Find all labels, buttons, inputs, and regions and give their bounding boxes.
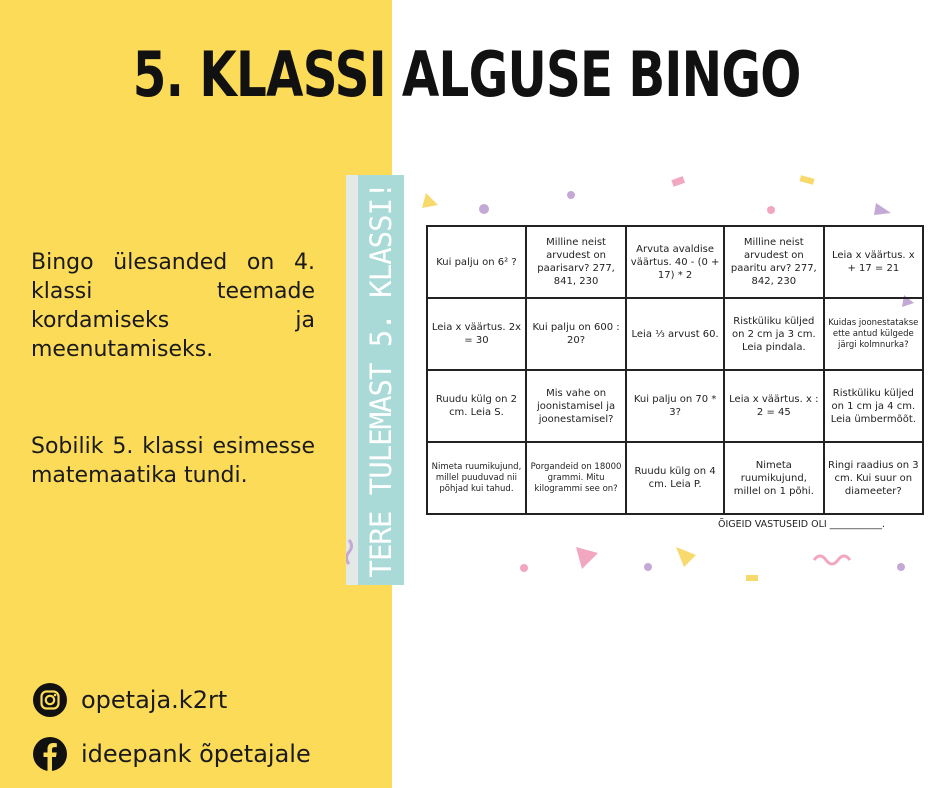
facebook-page-name: ideepank õpetajale (81, 740, 311, 768)
instagram-icon (33, 683, 67, 717)
description-paragraph-1: Bingo ülesanded on 4. klassi teemade kordamiseks ja meenutamiseks. (31, 250, 315, 362)
bingo-cell: Milline neist arvudest on paarisarv? 277, 841, 230 (526, 226, 626, 298)
bingo-row (427, 298, 923, 370)
bingo-cell: Ringi raadius on 3 cm. Kui suur on diameeter? (824, 442, 923, 514)
bingo-cell: Kui palju on 600 : 20? (526, 298, 626, 370)
bingo-cell: Leia x väärtus. x : 2 = 45 (724, 370, 824, 442)
bingo-cell: Kuidas joonestatakse ette antud külgede järgi kolmnurka? (824, 298, 923, 370)
bingo-cell: Leia ⅓ arvust 60. (626, 298, 724, 370)
yellow-background-panel (0, 0, 392, 788)
bingo-row (427, 442, 923, 514)
bingo-cell: Ruudu külg on 2 cm. Leia S. (427, 370, 526, 442)
correct-answers-line: ÕIGEID VASTUSEID OLI ___________. (718, 519, 885, 530)
bingo-worksheet-image (346, 175, 924, 585)
bingo-cell: Nimeta ruumikujund, millel puuduvad nii põhjad kui tahud. (427, 442, 526, 514)
bingo-cell: Kui palju on 70 * 3? (626, 370, 724, 442)
bingo-row (427, 370, 923, 442)
welcome-banner-text: TERE TULEMAST 5. KLASSI! (364, 182, 398, 578)
bingo-cell: Ruudu külg on 4 cm. Leia P. (626, 442, 724, 514)
facebook-icon (33, 737, 67, 771)
facebook-link[interactable] (33, 737, 311, 771)
bingo-cell: Nimeta ruumikujund, millel on 1 põhi. (724, 442, 824, 514)
page-title: 5. KLASSI ALGUSE BINGO (132, 38, 801, 111)
bingo-cell: Ristküliku küljed on 2 cm ja 3 cm. Leia pindala. (724, 298, 824, 370)
bingo-cell: Ristküliku küljed on 1 cm ja 4 cm. Leia ümbermõõt. (824, 370, 923, 442)
bingo-cell: Mis vahe on joonistamisel ja joonestamisel? (526, 370, 626, 442)
bingo-cell: Porgandeid on 18000 grammi. Mitu kilogrammi see on? (526, 442, 626, 514)
bingo-cell: Arvuta avaldise väärtus. 40 - (0 + 17) * 2 (626, 226, 724, 298)
instagram-handle: opetaja.k2rt (81, 686, 228, 714)
bingo-grid (426, 225, 924, 515)
bingo-row (427, 226, 923, 298)
instagram-link[interactable] (33, 683, 227, 717)
bingo-cell: Kui palju on 6² ? (427, 226, 526, 298)
description-paragraph-2: Sobilik 5. klassi esimesse matemaatika tundi. (31, 434, 315, 488)
bingo-cell: Leia x väärtus. 2x = 30 (427, 298, 526, 370)
bingo-cell: Milline neist arvudest on paaritu arv? 277, 842, 230 (724, 226, 824, 298)
bingo-cell: Leia x väärtus. x + 17 = 21 (824, 226, 923, 298)
